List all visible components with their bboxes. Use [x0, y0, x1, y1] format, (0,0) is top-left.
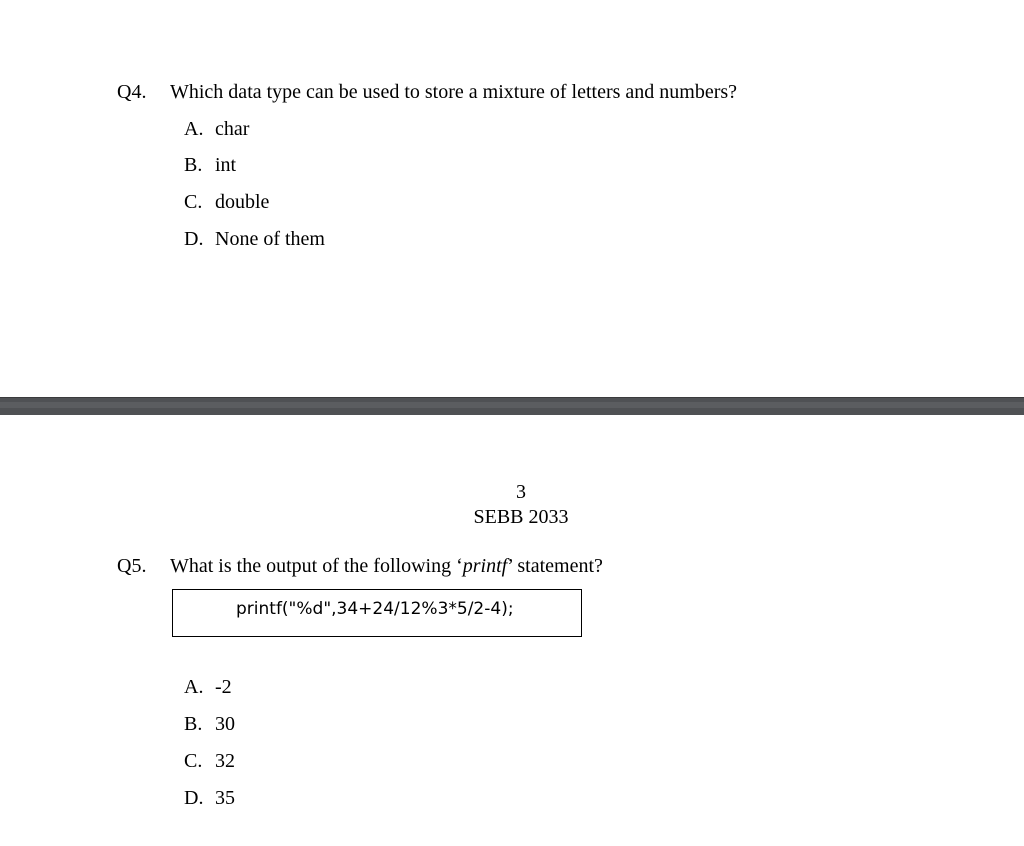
question-5-option-d — [184, 786, 235, 810]
option-letter: B. — [184, 713, 203, 735]
question-5-text-start: What is the output of the following ‘ — [170, 555, 463, 577]
question-5-option-a — [184, 675, 232, 699]
question-4-number: Q4. — [117, 81, 147, 103]
option-letter: C. — [184, 750, 203, 772]
page-separator — [0, 397, 1024, 415]
option-text: int — [215, 154, 237, 176]
option-text: 30 — [215, 713, 235, 735]
course-code: SEBB 2033 — [473, 506, 569, 528]
code-box — [172, 589, 582, 637]
option-text: double — [215, 191, 270, 213]
question-4-option-c — [184, 190, 269, 214]
option-text: -2 — [215, 676, 232, 698]
question-5-option-b — [184, 712, 235, 736]
page-separator-sheen — [0, 402, 1024, 408]
question-4-option-d — [184, 227, 325, 251]
question-5-text-italic: printf — [462, 555, 508, 577]
option-text: 32 — [215, 750, 235, 772]
option-letter: A. — [184, 676, 204, 698]
question-5-text — [170, 554, 603, 578]
question-5-number: Q5. — [117, 555, 147, 577]
question-4-option-a — [184, 117, 249, 141]
option-text: char — [215, 118, 250, 140]
option-text: None of them — [215, 228, 325, 250]
option-letter: D. — [184, 787, 204, 809]
option-letter: D. — [184, 228, 204, 250]
option-letter: C. — [184, 191, 203, 213]
option-text: 35 — [215, 787, 235, 809]
question-4-text: Which data type can be used to store a mixture of letters and numbers? — [170, 81, 738, 103]
option-letter: A. — [184, 118, 204, 140]
document-page-top — [0, 0, 1024, 397]
page-number: 3 — [516, 481, 526, 503]
option-letter: B. — [184, 154, 203, 176]
code-snippet: printf("%d",34+24/12%3*5/2-4); — [236, 599, 514, 619]
question-5-option-c — [184, 749, 235, 773]
question-4-option-b — [184, 153, 236, 177]
question-5-text-end: ’ statement? — [507, 555, 603, 577]
